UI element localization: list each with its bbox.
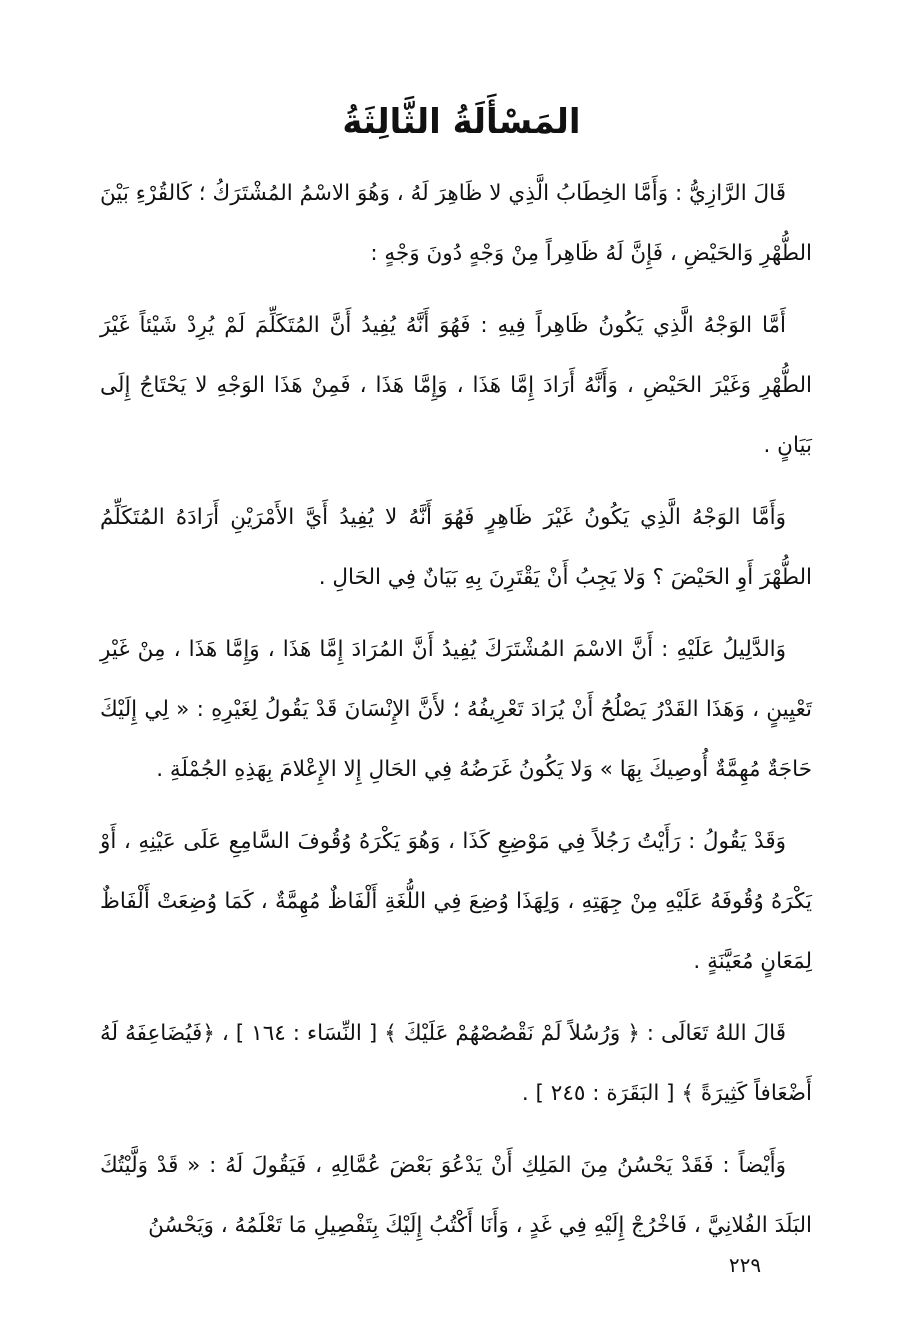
paragraph-7: وَأَيْضاً : فَقَدْ يَحْسُنُ مِنَ المَلِكِ أَنْ يَدْعُوَ بَعْضَ عُمَّالِهِ ، فَيَقُولَ لَهُ : « قَدْ وَلَّيْتُكَ البَلَدَ الفُلانِيَّ ، فَاخْرُجْ إِلَيْهِ فِي غَدٍ ، وَأَنَا أَكْتُبُ إِلَيْكَ بِتَفْصِيلِ مَا تَعْلَمُهُ ، وَيَحْسُنُ <box>100 1153 812 1238</box>
body-text <box>100 164 812 1268</box>
paragraph-6-quran-quote: قَالَ اللهُ تَعَالَى : ﴿ وَرُسُلاً لَمْ نَقْصُصْهُمْ عَلَيْكَ ﴾ [ النِّسَاء : ١٦٤ ] ، ﴿فَيُضَاعِفَهُ لَهُ أَضْعَافاً كَثِيرَةً ﴾ [ البَقَرَة : ٢٤٥ ] . <box>100 1021 812 1106</box>
paragraph-5: وَقَدْ يَقُولُ : رَأَيْتُ رَجُلاً فِي مَوْضِعِ كَذَا ، وَهُوَ يَكْرَهُ وُقُوفَ السَّامِعِ عَلَى عَيْنِهِ ، أَوْ يَكْرَهُ وُقُوفَهُ عَلَيْهِ مِنْ جِهَتِهِ ، وَلِهَذَا وُضِعَ فِي اللُّغَةِ أَلْفَاظٌ مُهِمَّةٌ ، كَمَا وُضِعَتْ أَلْفَاظٌ لِمَعَانٍ مُعَيَّنَةٍ . <box>100 829 812 974</box>
paragraph-3: وَأَمَّا الوَجْهُ الَّذِي يَكُونُ غَيْرَ ظَاهِرٍ فَهُوَ أَنَّهُ لا يُفِيدُ أَيَّ الأَمْرَيْنِ أَرَادَهُ المُتَكَلِّمُ الطُّهْرَ أَوِ الحَيْضَ ؟ وَلا يَجِبُ أَنْ يَقْتَرِنَ بِهِ بَيَانٌ فِي الحَالِ . <box>100 505 812 590</box>
paragraph-2: أَمَّا الوَجْهُ الَّذِي يَكُونُ ظَاهِراً فِيهِ : فَهُوَ أَنَّهُ يُفِيدُ أَنَّ المُتَكَلِّمَ لَمْ يُرِدْ شَيْئاً غَيْرَ الطُّهْرِ وَغَيْرَ الحَيْضِ ، وَأَنَّهُ أَرَادَ إِمَّا هَذَا ، وَإِمَّا هَذَا ، فَمِنْ هَذَا الوَجْهِ لا يَحْتَاجُ إِلَى بَيَانٍ . <box>100 313 812 458</box>
paragraph-1: قَالَ الرَّازِيُّ : وَأَمَّا الخِطَابُ الَّذِي لا ظَاهِرَ لَهُ ، وَهُوَ الاسْمُ المُشْتَرَكُ ؛ كَالقُرْءِ بَيْنَ الطُّهْرِ وَالحَيْضِ ، فَإِنَّ لَهُ ظَاهِراً مِنْ وَجْهٍ دُونَ وَجْهٍ : <box>100 181 812 266</box>
paragraph-4: وَالدَّلِيلُ عَلَيْهِ : أَنَّ الاسْمَ المُشْتَرَكَ يُفِيدُ أَنَّ المُرَادَ إِمَّا هَذَا ، وَإِمَّا هَذَا ، مِنْ غَيْرِ تَعْيِينٍ ، وَهَذَا القَدْرُ يَصْلُحُ أَنْ يُرَادَ تَعْرِيفُهُ ؛ لأَنَّ الإِنْسَانَ قَدْ يَقُولُ لِغَيْرِهِ : « لِي إِلَيْكَ حَاجَةٌ مُهِمَّةٌ أُوصِيكَ بِهَا » وَلا يَكُونُ غَرَضُهُ فِي الحَالِ إِلا الإِعْلامَ بِهَذِهِ الجُمْلَةِ . <box>100 637 812 782</box>
chapter-title: المَسْأَلَةُ الثَّالِثَةُ <box>342 102 581 142</box>
page-number: ٢٢٩ <box>728 1253 762 1277</box>
